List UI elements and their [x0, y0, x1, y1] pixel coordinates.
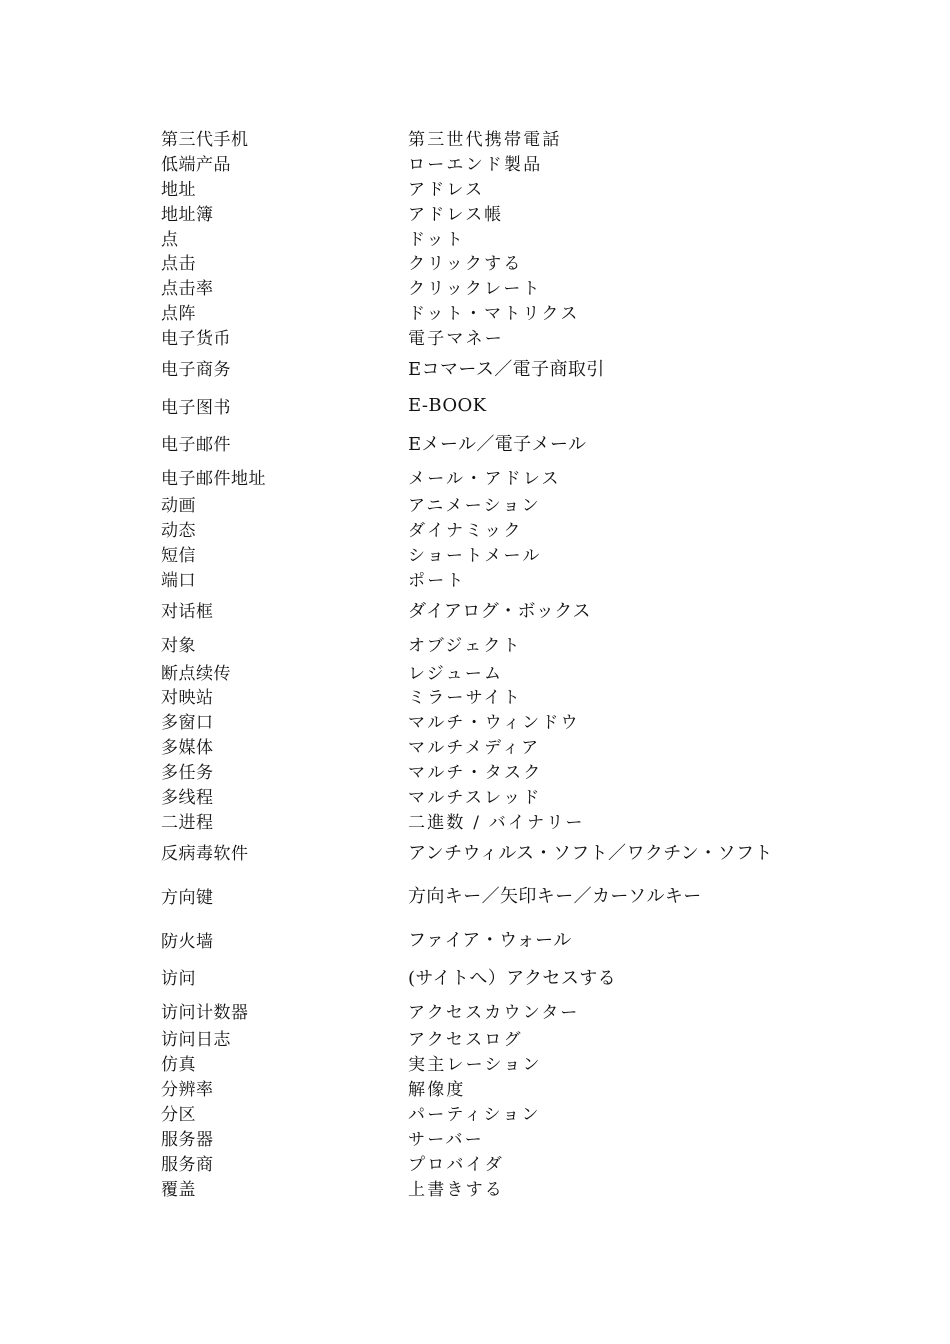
japanese-term: ファイア・ウォール	[408, 930, 572, 952]
glossary-row	[161, 808, 861, 833]
glossary-row	[161, 1050, 861, 1075]
chinese-term: 对映站	[161, 688, 214, 709]
glossary-row	[161, 1075, 861, 1100]
chinese-term: 仿真	[161, 1055, 196, 1076]
japanese-term: クリックレート	[408, 279, 542, 300]
glossary-row	[161, 566, 861, 591]
chinese-term: 断点续传	[161, 663, 231, 684]
glossary-row	[161, 629, 861, 659]
chinese-term: 多媒体	[161, 738, 214, 759]
chinese-term: 动态	[161, 521, 196, 542]
chinese-term: 短信	[161, 546, 196, 567]
chinese-term: 低端产品	[161, 154, 231, 175]
chinese-term: 对话框	[161, 602, 214, 623]
glossary-row	[161, 541, 861, 566]
japanese-term: E-BOOK	[408, 394, 487, 416]
chinese-term: 服务器	[161, 1129, 214, 1150]
japanese-term: 上書きする	[408, 1179, 504, 1200]
glossary-row	[161, 225, 861, 250]
japanese-term: ドット・マトリクス	[408, 304, 580, 325]
japanese-term: メール・アドレス	[408, 469, 561, 490]
japanese-term: ダイアログ・ボックス	[408, 600, 591, 622]
chinese-term: 端口	[161, 571, 196, 592]
japanese-term: アンチウィルス・ソフト／ワクチン・ソフト	[408, 842, 773, 864]
japanese-term: ローエンド製品	[408, 154, 543, 175]
japanese-term: アドレス帳	[408, 204, 504, 225]
chinese-term: 电子商务	[161, 360, 231, 381]
japanese-term: Eコマース／電子商取引	[408, 358, 605, 380]
glossary-row	[161, 659, 861, 684]
chinese-term: 电子邮件地址	[161, 469, 266, 490]
chinese-term: 多线程	[161, 787, 214, 808]
japanese-term: パーティション	[408, 1104, 541, 1125]
chinese-term: 电子邮件	[161, 435, 231, 456]
glossary-row	[161, 758, 861, 783]
japanese-term: ポート	[408, 571, 466, 592]
chinese-term: 反病毒软件	[161, 844, 249, 865]
japanese-term: ミラーサイト	[408, 688, 523, 709]
japanese-term: 二進数 / バイナリー	[408, 812, 585, 833]
glossary-row	[161, 683, 861, 708]
chinese-term: 点	[161, 229, 179, 250]
chinese-term: 访问日志	[161, 1030, 231, 1051]
glossary-row	[161, 516, 861, 541]
glossary-row	[161, 249, 861, 274]
chinese-term: 电子货币	[161, 329, 231, 350]
glossary-row	[161, 708, 861, 733]
glossary-row	[161, 349, 861, 387]
glossary-row	[161, 833, 861, 871]
chinese-term: 分辨率	[161, 1080, 214, 1101]
glossary-row	[161, 125, 861, 150]
glossary-row	[161, 424, 861, 462]
japanese-term: アクセスカウンター	[408, 1002, 580, 1023]
chinese-term: 点阵	[161, 304, 196, 325]
japanese-term: マルチ・タスク	[408, 763, 543, 784]
glossary-row	[161, 492, 861, 517]
japanese-term: プロバイダ	[408, 1154, 504, 1175]
chinese-term: 地址	[161, 179, 196, 200]
japanese-term: Eメール／電子メール	[408, 433, 587, 455]
japanese-term: 第三世代携帯電話	[408, 129, 562, 150]
chinese-term: 方向键	[161, 887, 214, 908]
glossary-row	[161, 1125, 861, 1150]
chinese-term: 服务商	[161, 1154, 214, 1175]
glossary-row	[161, 299, 861, 324]
japanese-term: ドット	[408, 229, 465, 250]
glossary-row	[161, 1025, 861, 1050]
glossary-row	[161, 387, 861, 425]
japanese-term: オブジェクト	[408, 636, 522, 657]
japanese-term: 実主レーション	[408, 1055, 542, 1076]
japanese-term: 方向キー／矢印キー／カーソルキー	[408, 886, 702, 908]
glossary-row	[161, 958, 861, 996]
chinese-term: 对象	[161, 636, 196, 657]
glossary-row	[161, 1100, 861, 1125]
glossary-row	[161, 870, 861, 920]
glossary-row	[161, 591, 861, 629]
japanese-term: クリックする	[408, 254, 523, 275]
chinese-term: 电子图书	[161, 397, 231, 418]
chinese-term: 分区	[161, 1104, 196, 1125]
japanese-term: 解像度	[408, 1080, 466, 1101]
japanese-term: 電子マネー	[408, 329, 504, 350]
japanese-term: マルチメディア	[408, 738, 541, 759]
glossary-row	[161, 1175, 861, 1200]
glossary-row	[161, 324, 861, 349]
chinese-term: 多窗口	[161, 713, 214, 734]
japanese-term: ショートメール	[408, 546, 542, 567]
chinese-term: 多任务	[161, 763, 214, 784]
glossary-row	[161, 995, 861, 1025]
japanese-term: サーバー	[408, 1129, 484, 1150]
japanese-term: マルチスレッド	[408, 787, 542, 808]
chinese-term: 点击	[161, 254, 196, 275]
japanese-term: アドレス	[408, 179, 485, 200]
japanese-term: マルチ・ウィンドウ	[408, 713, 580, 734]
chinese-term: 第三代手机	[161, 129, 249, 150]
chinese-term: 访问	[161, 969, 196, 990]
glossary-row	[161, 200, 861, 225]
glossary-row	[161, 783, 861, 808]
glossary-table	[161, 125, 861, 1200]
glossary-row	[161, 1150, 861, 1175]
glossary-row	[161, 462, 861, 492]
chinese-term: 二进程	[161, 812, 214, 833]
chinese-term: 地址簿	[161, 204, 214, 225]
japanese-term: ダイナミック	[408, 521, 523, 542]
japanese-term: アニメーション	[408, 496, 541, 517]
glossary-row	[161, 175, 861, 200]
chinese-term: 防火墙	[161, 931, 214, 952]
glossary-row	[161, 733, 861, 758]
chinese-term: 点击率	[161, 279, 214, 300]
japanese-term: (サイトへ）アクセスする	[408, 967, 617, 989]
japanese-term: レジューム	[408, 663, 504, 684]
chinese-term: 动画	[161, 496, 196, 517]
glossary-row	[161, 150, 861, 175]
japanese-term: アクセスログ	[408, 1030, 523, 1051]
glossary-row	[161, 920, 861, 958]
chinese-term: 访问计数器	[161, 1002, 249, 1023]
glossary-row	[161, 274, 861, 299]
chinese-term: 覆盖	[161, 1179, 196, 1200]
